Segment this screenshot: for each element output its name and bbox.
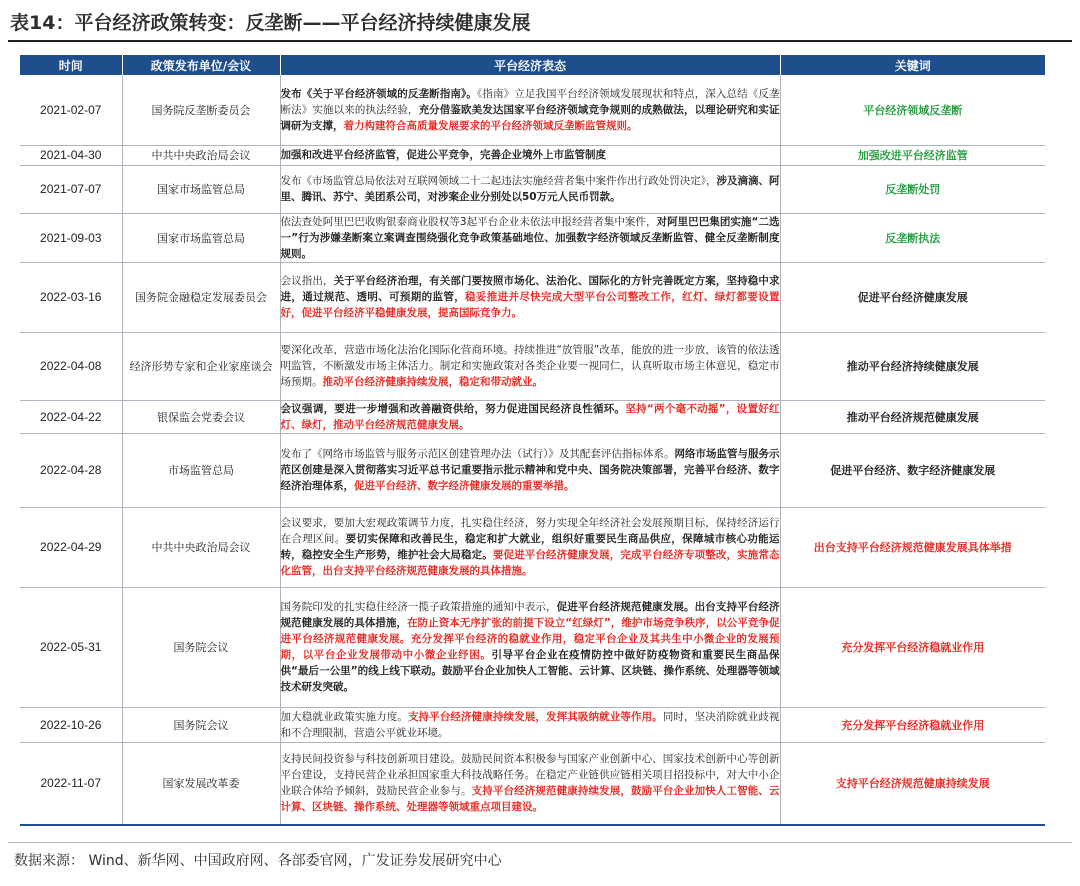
keyword-cell: 反垄断执法 — [780, 213, 1045, 262]
statement-segment: 支持平台经济规范健康持续发展，鼓励平台企业加快人工智能、云计算、区块链、操作系统、处理器等领域重点项目建设。 — [280, 785, 780, 814]
statement-segment: 加大稳就业政策实施力度。 — [280, 710, 408, 723]
statement-segment: 在防止资本无序扩张的前提下设立“红绿灯”，维护市场竞争秩序，以公平竞争促进平台经济规范健康发展。充分发挥平台经济的稳就业作用，稳定平台企业及其共生中小微企业的发展预期，以平台企业发展带动中小微企业纾困。 — [280, 617, 780, 661]
footer-divider — [8, 842, 1072, 843]
statement-segment: 充分借鉴欧美发达国家平台经济领域竞争规则的成熟做法，以理论研究和实证调研为支撑， — [280, 103, 780, 132]
publisher-cell: 国家市场监管总局 — [122, 165, 280, 213]
date-cell: 2021-04-30 — [20, 145, 122, 165]
keyword-cell: 推动平台经济持续健康发展 — [780, 332, 1045, 400]
statement-cell — [280, 707, 780, 742]
keyword-cell: 促进平台经济、数字经济健康发展 — [780, 433, 1045, 507]
statement-segment: 会议强调，要进一步增强和改善融资供给，努力促进国民经济良性循环。 — [280, 402, 626, 415]
statement-cell — [280, 507, 780, 587]
statement-segment: 坚持“两个毫不动摇”，设置好红灯、绿灯，推动平台经济规范健康发展。 — [280, 402, 780, 431]
date-cell: 2021-02-07 — [20, 75, 122, 145]
statement-segment: 要促进平台经济健康发展，完成平台经济专项整改，实施常态化监管，出台支持平台经济规范健康发展的具体措施。 — [280, 549, 780, 577]
publisher-cell: 国务院反垄断委员会 — [122, 75, 280, 145]
statement-cell — [280, 332, 780, 400]
keyword-cell: 促进平台经济健康发展 — [780, 262, 1045, 332]
title-bar — [8, 8, 1072, 42]
table-row — [20, 742, 1045, 825]
table-row — [20, 507, 1045, 587]
table-body — [20, 75, 1045, 825]
date-cell: 2022-05-31 — [20, 587, 122, 707]
statement-segment: 促进平台经济、数字经济健康发展的重要举措。 — [354, 480, 575, 492]
keyword-cell: 支持平台经济规范健康持续发展 — [780, 742, 1045, 825]
header-date: 时间 — [20, 55, 122, 75]
date-cell: 2022-04-08 — [20, 332, 122, 400]
date-cell: 2022-04-22 — [20, 400, 122, 433]
source-note: 数据来源： Wind、新华网、中国政府网、各部委官网，广发证券发展研究中心 — [14, 853, 502, 869]
header-unit: 政策发布单位/会议 — [122, 55, 280, 75]
table-row — [20, 433, 1045, 507]
date-cell: 2022-11-07 — [20, 742, 122, 825]
table-row — [20, 587, 1045, 707]
statement-segment: 支持民间投资参与科技创新项目建设。鼓励民间资本积极参与国家产业创新中心、国家技术创新中心等创新平台建设，支持民营企业承担国家重大科技战略任务。在稳定产业链供应链相关项目招投标中，对大中小企业联合体给予倾斜，鼓励民营企业参与。 — [280, 753, 780, 798]
publisher-cell: 银保监会党委会议 — [122, 400, 280, 433]
statement-cell — [280, 587, 780, 707]
keyword-cell: 加强改进平台经济监管 — [780, 145, 1045, 165]
date-cell: 2022-03-16 — [20, 262, 122, 332]
statement-segment: 同时，坚决消除就业歧视和不合理限制，营造公平就业环境。 — [280, 710, 780, 739]
publisher-cell: 国务院会议 — [122, 707, 280, 742]
header-content: 平台经济表态 — [280, 55, 780, 75]
date-cell: 2021-09-03 — [20, 213, 122, 262]
date-cell: 2022-04-29 — [20, 507, 122, 587]
statement-segment: 网络市场监管与服务示范区创建是深入贯彻落实习近平总书记重要指示批示精神和党中央、国务院决策部署，完善平台经济、数字经济治理体系， — [280, 448, 780, 492]
statement-cell — [280, 400, 780, 433]
statement-segment: 要深化改革，营造市场化法治化国际化营商环境。持续推进“放管服”改革，能放的进一步放，该管的依法透明监管，不断激发市场主体活力。制定和实施政策对各类企业要一视同仁，认真听取市场主体意见，稳定市场预期。 — [280, 344, 780, 388]
statement-segment: 发布《关于平台经济领域的反垄断指南》。 — [280, 87, 477, 100]
keyword-cell: 平台经济领域反垄断 — [780, 75, 1045, 145]
statement-cell — [280, 433, 780, 507]
publisher-cell: 市场监管总局 — [122, 433, 280, 507]
header-keyword: 关键词 — [780, 55, 1045, 75]
keyword-cell: 充分发挥平台经济稳就业作用 — [780, 707, 1045, 742]
page-title: 表14：平台经济政策转变：反垄断——平台经济持续健康发展 — [10, 12, 531, 34]
table-row — [20, 332, 1045, 400]
keyword-cell: 充分发挥平台经济稳就业作用 — [780, 587, 1045, 707]
table-row — [20, 75, 1045, 145]
statement-cell — [280, 75, 780, 145]
statement-segment: 涉及滴滴、阿里、腾讯、苏宁、美团系公司，对涉案企业分别处以50万元人民币罚款。 — [280, 175, 780, 203]
publisher-cell: 中共中央政治局会议 — [122, 507, 280, 587]
keyword-cell: 出台支持平台经济规范健康发展具体举措 — [780, 507, 1045, 587]
publisher-cell: 国务院会议 — [122, 587, 280, 707]
table-header-row — [20, 55, 1045, 75]
statement-segment: 《指南》立足我国平台经济领域发展现状和特点，深入总结《反垄断法》实施以来的执法经验， — [280, 87, 780, 116]
statement-segment: 稳妥推进并尽快完成大型平台公司整改工作，红灯、绿灯都要设置好，促进平台经济平稳健康发展，提高国际竞争力。 — [280, 291, 780, 319]
statement-segment: 加强和改进平台经济监管，促进公平竞争，完善企业境外上市监管制度 — [280, 149, 606, 161]
date-cell: 2021-07-07 — [20, 165, 122, 213]
statement-segment: 着力构建符合高质量发展要求的平台经济领域反垄断监管规则。 — [343, 119, 638, 132]
statement-segment: 对阿里巴巴集团实施“二选一”行为涉嫌垄断案立案调查围绕强化竞争政策基础地位、加强数字经济领域反垄断监管、健全反垄断制度规则。 — [280, 215, 780, 260]
publisher-cell: 国家市场监管总局 — [122, 213, 280, 262]
statement-segment: 推动平台经济健康持续发展，稳定和带动就业。 — [322, 376, 543, 388]
date-cell: 2022-10-26 — [20, 707, 122, 742]
table-row — [20, 145, 1045, 165]
table-row — [20, 213, 1045, 262]
statement-segment: 依法查处阿里巴巴收购银泰商业股权等3起平台企业未依法申报经营者集中案件， — [280, 215, 657, 228]
statement-segment: 支持平台经济健康持续发展，发挥其吸纳就业等作用。 — [407, 710, 663, 723]
date-cell: 2022-04-28 — [20, 433, 122, 507]
publisher-cell: 国家发展改革委 — [122, 742, 280, 825]
statement-cell — [280, 165, 780, 213]
table-row — [20, 262, 1045, 332]
keyword-cell: 推动平台经济规范健康发展 — [780, 400, 1045, 433]
statement-segment: 要切实保障和改善民生，稳定和扩大就业，组织好重要民生商品供应，保障城市核心功能运转，稳控安全生产形势，维护社会大局稳定。 — [280, 533, 780, 561]
statement-segment: 关于平台经济治理，有关部门要按照市场化、法治化、国际化的方针完善既定方案，坚持稳中求进，通过规范、透明、可预期的监管， — [280, 275, 780, 303]
statement-cell — [280, 262, 780, 332]
statement-segment: 会议指出， — [280, 275, 334, 287]
statement-segment: 国务院印发的扎实稳住经济一揽子政策措施的通知中表示， — [280, 601, 557, 613]
statement-segment: 发布了《网络市场监管与服务示范区创建管理办法（试行）》及其配套评估指标体系。 — [280, 448, 675, 460]
publisher-cell: 中共中央政治局会议 — [122, 145, 280, 165]
keyword-cell: 反垄断处罚 — [780, 165, 1045, 213]
statement-segment: 会议要求，要加大宏观政策调节力度，扎实稳住经济，努力实现全年经济社会发展预期目标，保持经济运行在合理区间。 — [280, 517, 780, 545]
statement-cell — [280, 213, 780, 262]
statement-segment: 促进平台经济规范健康发展。出台支持平台经济规范健康发展的具体措施， — [280, 601, 780, 629]
table-row — [20, 707, 1045, 742]
statement-segment: 发布《市场监管总局依法对互联网领域二十二起违法实施经营者集中案件作出行政处罚决定》， — [280, 175, 717, 187]
table-row — [20, 400, 1045, 433]
publisher-cell: 国务院金融稳定发展委员会 — [122, 262, 280, 332]
statement-segment: 引导平台企业在疫情防控中做好防疫物资和重要民生商品保供“最后一公里”的线上线下联动。鼓励平台企业加快人工智能、云计算、区块链、操作系统、处理器等领域技术研发突破。 — [280, 649, 780, 693]
statement-cell — [280, 742, 780, 825]
policy-table — [20, 55, 1045, 826]
publisher-cell: 经济形势专家和企业家座谈会 — [122, 332, 280, 400]
statement-cell — [280, 145, 780, 165]
table-row — [20, 165, 1045, 213]
